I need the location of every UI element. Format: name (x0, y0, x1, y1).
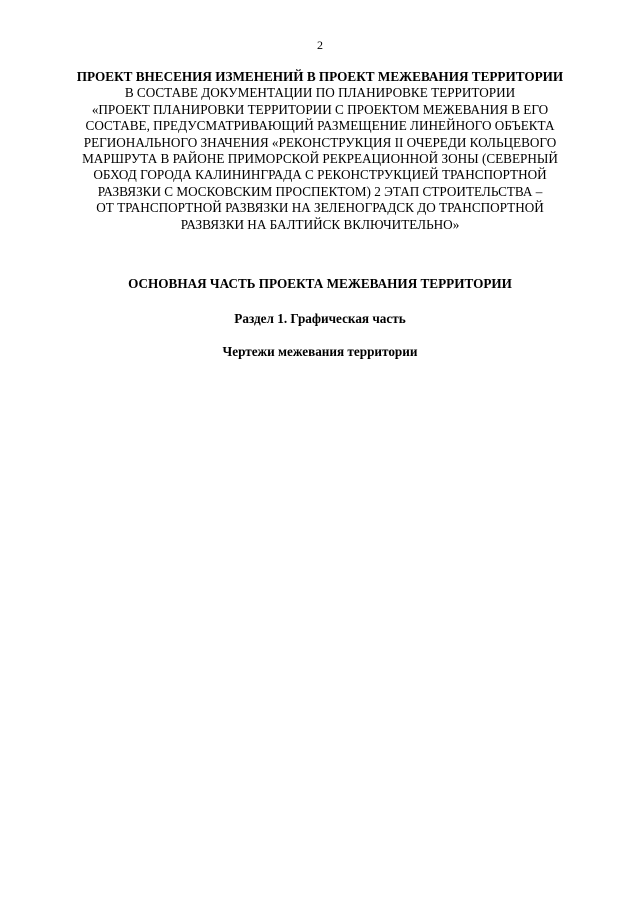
section-1-heading: Раздел 1. Графическая часть (234, 311, 406, 326)
drawings-heading: Чертежи межевания территории (222, 344, 418, 359)
title-line-6: МАРШРУТА В РАЙОНЕ ПРИМОРСКОЙ РЕКРЕАЦИОННОЙ ЗОНЫ (СЕВЕРНЫЙ (82, 151, 558, 167)
title-line-7: ОБХОД ГОРОДА КАЛИНИНГРАДА С РЕКОНСТРУКЦИЕЙ ТРАНСПОРТНОЙ (93, 167, 547, 183)
title-line-2: В СОСТАВЕ ДОКУМЕНТАЦИИ ПО ПЛАНИРОВКЕ ТЕРРИТОРИИ (124, 85, 516, 101)
document-title (60, 69, 580, 233)
main-part-heading: ОСНОВНАЯ ЧАСТЬ ПРОЕКТА МЕЖЕВАНИЯ ТЕРРИТОРИИ (128, 276, 512, 291)
title-line-10: РАЗВЯЗКИ НА БАЛТИЙСК ВКЛЮЧИТЕЛЬНО» (180, 216, 460, 232)
page-number: 2 (317, 38, 323, 52)
title-line-5: РЕГИОНАЛЬНОГО ЗНАЧЕНИЯ «РЕКОНСТРУКЦИЯ II ОЧЕРЕДИ КОЛЬЦЕВОГО (83, 134, 557, 150)
title-line-4: СОСТАВЕ, ПРЕДУСМАТРИВАЮЩИЙ РАЗМЕЩЕНИЕ ЛИНЕЙНОГО ОБЪЕКТА (85, 118, 555, 134)
title-line-8: РАЗВЯЗКИ С МОСКОВСКИМ ПРОСПЕКТОМ) 2 ЭТАП СТРОИТЕЛЬСТВА – (97, 183, 543, 199)
title-line-3: «ПРОЕКТ ПЛАНИРОВКИ ТЕРРИТОРИИ С ПРОЕКТОМ МЕЖЕВАНИЯ В ЕГО (91, 101, 549, 117)
title-line-1: ПРОЕКТ ВНЕСЕНИЯ ИЗМЕНЕНИЙ В ПРОЕКТ МЕЖЕВАНИЯ ТЕРРИТОРИИ (76, 69, 564, 84)
title-line-9: ОТ ТРАНСПОРТНОЙ РАЗВЯЗКИ НА ЗЕЛЕНОГРАДСК ДО ТРАНСПОРТНОЙ (96, 200, 544, 216)
